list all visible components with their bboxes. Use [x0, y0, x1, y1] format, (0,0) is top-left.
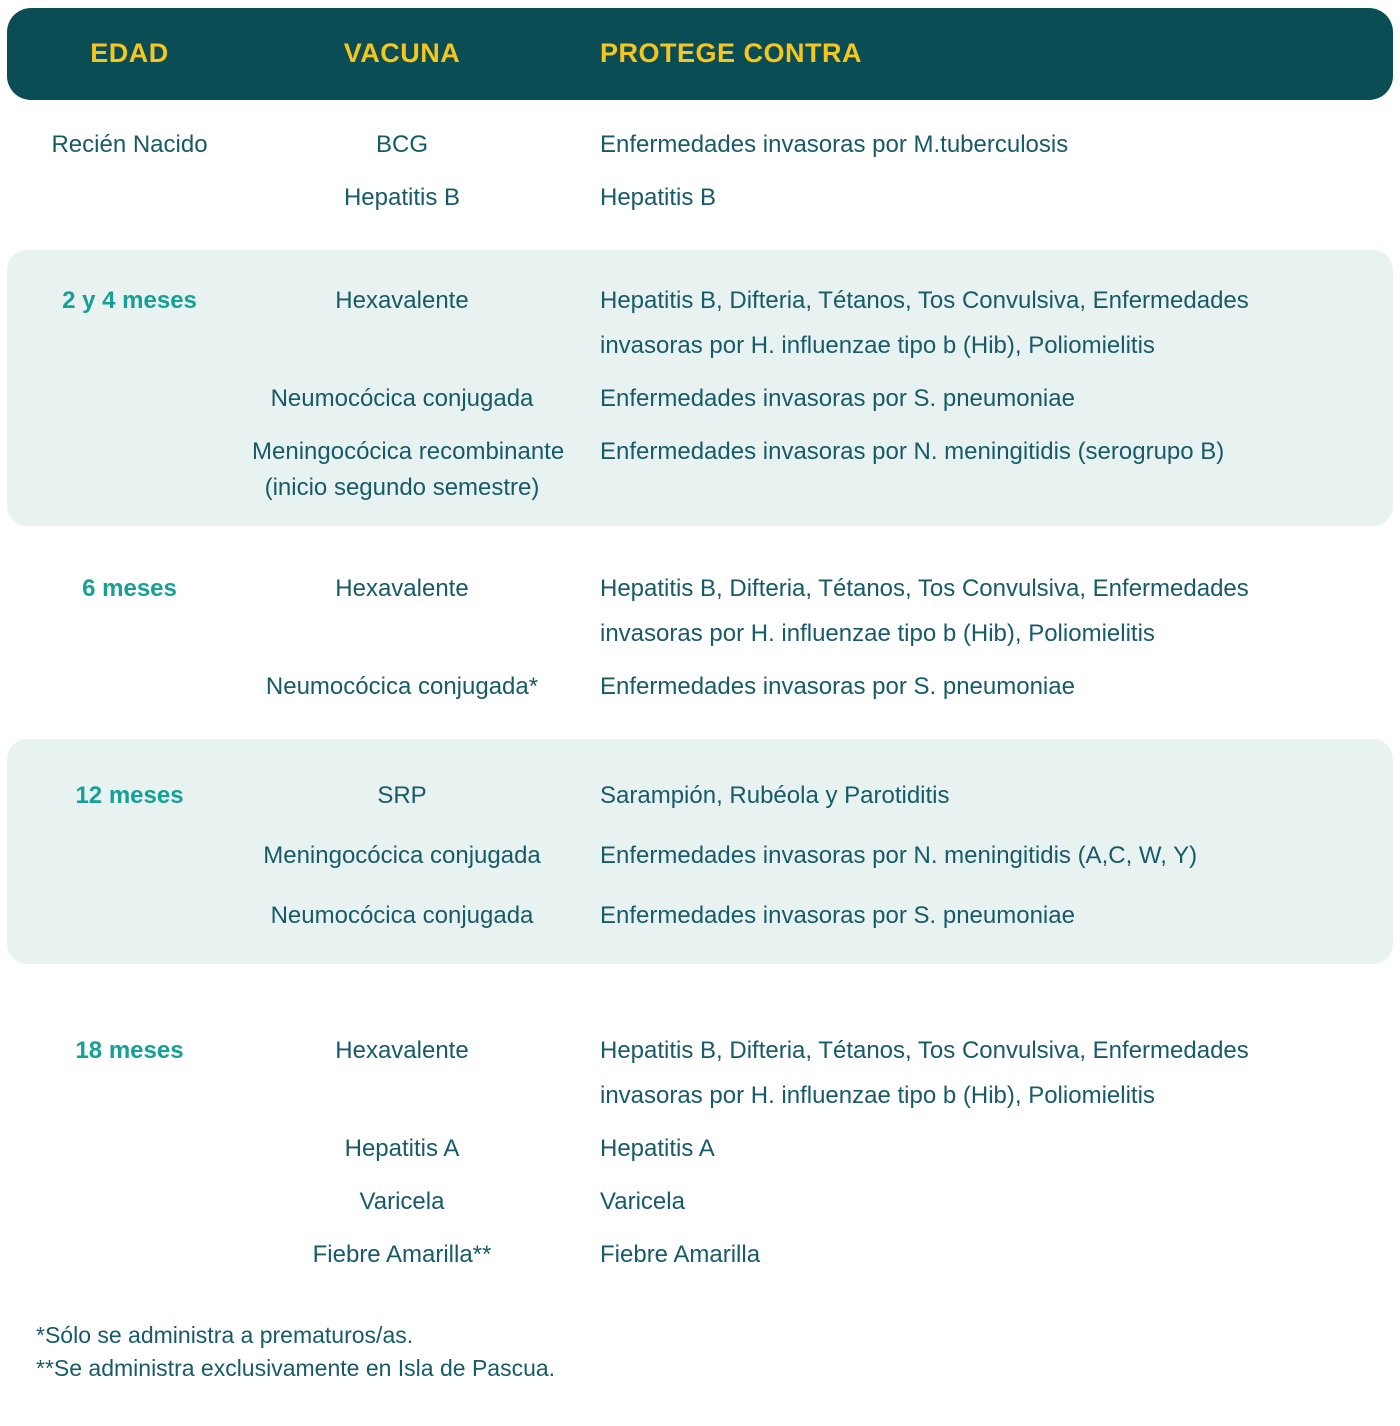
header-protege-label: PROTEGE CONTRA	[600, 38, 863, 68]
age-group-recien-nacido	[7, 100, 1393, 250]
protects-text: Hepatitis B, Difteria, Tétanos, Tos Convulsiva, Enfermedades invasoras por H. influenzae tipo b (Hib), Poliomielitis	[600, 287, 1249, 359]
vaccine-cell	[252, 773, 552, 818]
age-cell	[7, 773, 252, 818]
vaccine-name: SRP	[377, 782, 427, 809]
protects-text: Enfermedades invasoras por S. pneumoniae	[600, 673, 1075, 700]
table-row	[7, 893, 1393, 938]
age-label: 2 y 4 meses	[62, 287, 197, 314]
protects-cell	[552, 429, 1393, 474]
header-edad-label: EDAD	[90, 38, 169, 68]
vaccine-name: Hepatitis B	[343, 184, 461, 211]
vaccine-name: Hexavalente	[335, 287, 469, 314]
vaccine-cell	[252, 1126, 552, 1171]
table-row	[7, 122, 1393, 167]
protects-text: Enfermedades invasoras por S. pneumoniae	[600, 902, 1075, 929]
vaccine-cell	[252, 1028, 552, 1073]
age-label: 18 meses	[75, 1037, 184, 1064]
protects-text: Hepatitis B	[600, 184, 717, 211]
vaccination-schedule-page	[0, 8, 1400, 1426]
protects-cell	[552, 1028, 1393, 1118]
vaccine-cell	[252, 122, 552, 167]
protects-cell	[552, 278, 1393, 368]
age-cell	[7, 122, 252, 167]
protects-cell	[552, 773, 1393, 818]
protects-text: Fiebre Amarilla	[600, 1241, 761, 1268]
footnotes	[36, 1319, 1400, 1385]
protects-text: Sarampión, Rubéola y Parotiditis	[600, 782, 950, 809]
table-row	[7, 566, 1393, 656]
table-row	[7, 278, 1393, 368]
vaccine-cell	[252, 429, 565, 502]
protects-text: Hepatitis B, Difteria, Tétanos, Tos Convulsiva, Enfermedades invasoras por H. influenzae tipo b (Hib), Poliomielitis	[600, 575, 1249, 647]
vaccine-cell	[252, 1179, 552, 1224]
vaccine-cell	[252, 893, 552, 938]
protects-text: Enfermedades invasoras por M.tuberculosis	[600, 131, 1069, 158]
age-cell	[7, 1028, 252, 1073]
table-row	[7, 833, 1393, 878]
table-row	[7, 376, 1393, 421]
protects-text: Enfermedades invasoras por N. meningitidis (serogrupo B)	[600, 438, 1225, 465]
age-group-18-meses	[7, 964, 1393, 1295]
table-row	[7, 1179, 1393, 1224]
vaccine-name: Hexavalente	[335, 575, 469, 602]
vaccine-cell	[252, 566, 552, 611]
vaccine-name: Meningocócica recombinante	[252, 438, 565, 465]
age-label: Recién Nacido	[51, 131, 208, 158]
header-cell-vacuna	[252, 31, 552, 77]
age-group-2-y-4-meses	[7, 250, 1393, 526]
table-header-bar	[7, 8, 1393, 100]
header-cell-protege	[552, 31, 1393, 77]
vaccine-cell	[252, 664, 552, 709]
vaccine-name: Varicela	[359, 1188, 445, 1215]
footnote-prematuros: *Sólo se administra a prematuros/as.	[36, 1322, 414, 1348]
vaccine-cell	[252, 833, 552, 878]
age-cell	[7, 278, 252, 323]
vaccine-name: Fiebre Amarilla**	[312, 1241, 492, 1268]
table-row	[7, 1232, 1393, 1277]
vaccine-note: (inicio segundo semestre)	[264, 474, 540, 501]
vaccine-name: Neumocócica conjugada*	[265, 673, 539, 700]
protects-text: Varicela	[600, 1188, 685, 1215]
protects-cell	[552, 376, 1393, 421]
protects-cell	[552, 893, 1393, 938]
protects-cell	[552, 664, 1393, 709]
vaccine-name: Hepatitis A	[344, 1135, 460, 1162]
protects-text: Hepatitis B, Difteria, Tétanos, Tos Convulsiva, Enfermedades invasoras por H. influenzae tipo b (Hib), Poliomielitis	[600, 1037, 1249, 1109]
age-group-12-meses	[7, 739, 1393, 964]
footnote-isla-de-pascua: **Se administra exclusivamente en Isla de Pascua.	[36, 1355, 556, 1381]
vaccine-name: Hexavalente	[335, 1037, 469, 1064]
header-cell-edad	[7, 31, 252, 77]
age-label: 12 meses	[75, 782, 184, 809]
vaccine-name: Neumocócica conjugada	[270, 902, 534, 929]
protects-cell	[552, 1179, 1393, 1224]
protects-cell	[552, 566, 1393, 656]
table-row	[7, 429, 1393, 502]
protects-text: Enfermedades invasoras por S. pneumoniae	[600, 385, 1075, 412]
table-row	[7, 773, 1393, 818]
table-row	[7, 1028, 1393, 1118]
vaccine-cell	[252, 376, 552, 421]
protects-cell	[552, 1126, 1393, 1171]
protects-cell	[552, 122, 1393, 167]
protects-cell	[552, 833, 1393, 878]
vaccine-cell	[252, 1232, 552, 1277]
table-row	[7, 175, 1393, 220]
age-cell	[7, 566, 252, 611]
vaccine-name: Neumocócica conjugada	[270, 385, 534, 412]
age-group-6-meses	[7, 526, 1393, 739]
protects-cell	[552, 175, 1393, 220]
vaccine-name: Meningocócica conjugada	[263, 842, 541, 869]
table-row	[7, 664, 1393, 709]
protects-text: Enfermedades invasoras por N. meningitidis (A,C, W, Y)	[600, 842, 1198, 869]
header-vacuna-label: VACUNA	[343, 38, 461, 68]
vaccine-name: BCG	[375, 131, 428, 158]
age-label: 6 meses	[82, 575, 177, 602]
protects-cell	[552, 1232, 1393, 1277]
vaccine-cell	[252, 278, 552, 323]
protects-text: Hepatitis A	[600, 1135, 715, 1162]
table-row	[7, 1126, 1393, 1171]
vaccine-cell	[252, 175, 552, 220]
